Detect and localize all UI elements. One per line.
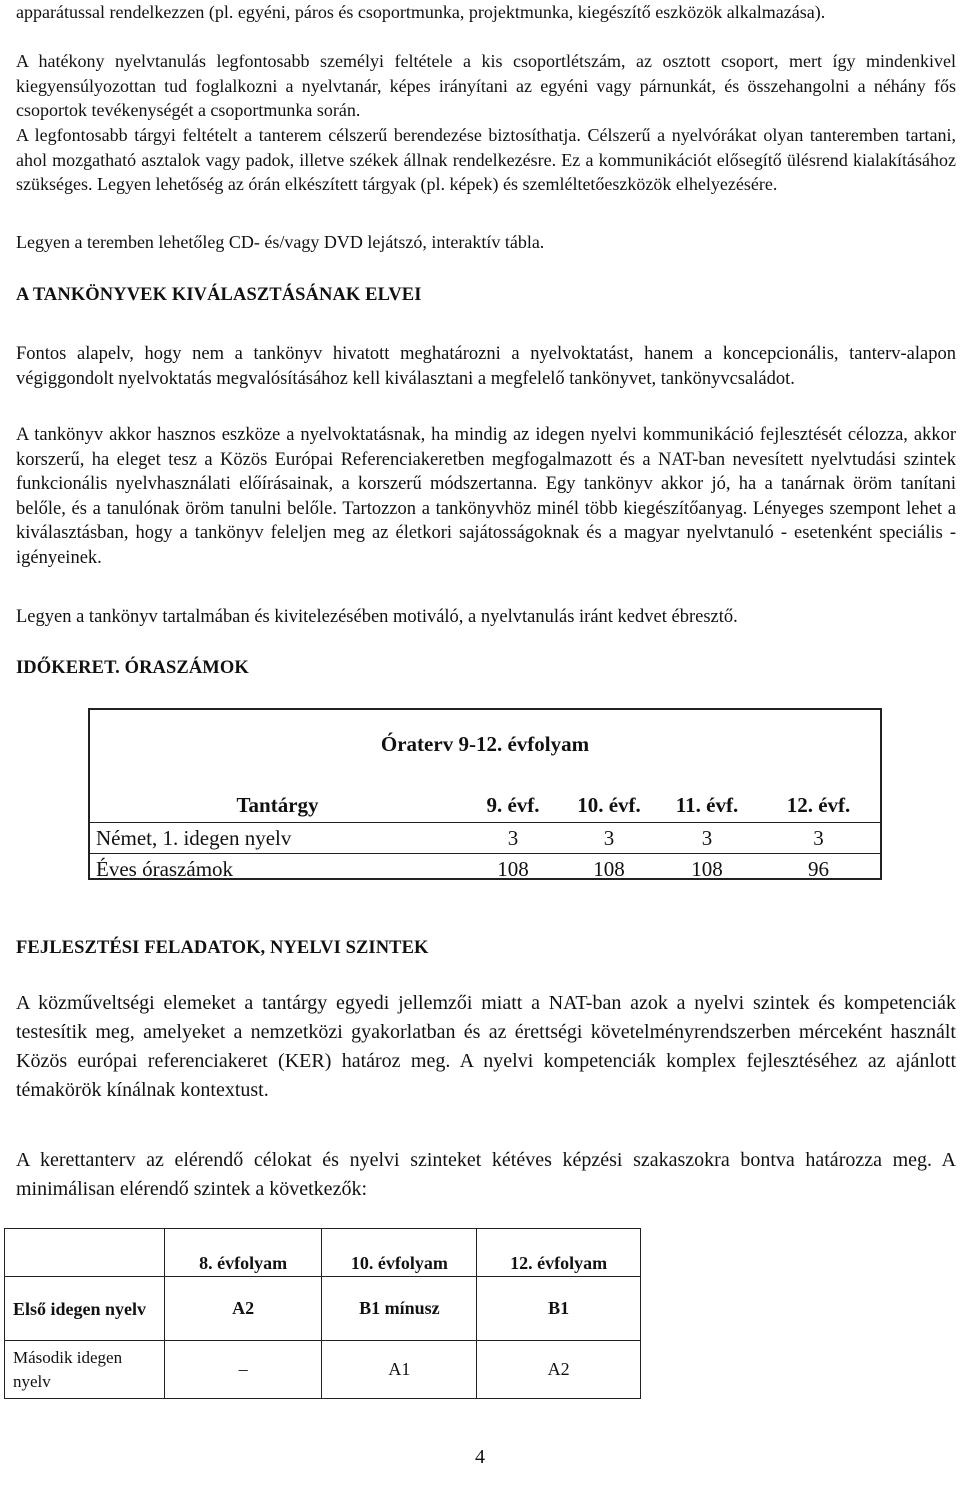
paragraph-textbook-motivation: Legyen a tankönyv tartalmában és kivitelezésében motiváló, a nyelvtanulás iránt kedvet ébresztő.	[16, 607, 738, 627]
ker-col-header: 12. évfolyam	[477, 1229, 641, 1277]
ker-row-label: Első idegen nyelv	[5, 1277, 165, 1341]
oraterv-table-box	[88, 708, 882, 880]
oraterv-cell: 108	[465, 854, 561, 885]
oraterv-row-label: Éves óraszámok	[90, 854, 465, 885]
oraterv-cell: 108	[657, 854, 757, 885]
ker-header-row	[5, 1229, 641, 1277]
oraterv-row-annual	[90, 854, 880, 885]
ker-cell: B1	[477, 1277, 641, 1341]
oraterv-row-label: Német, 1. idegen nyelv	[90, 823, 465, 854]
paragraph-intro: apparátussal rendelkezzen (pl. egyéni, páros és csoportmunka, projektmunka, kiegészítő eszközök alkalmazása).	[16, 2, 826, 22]
ker-cell: B1 mínusz	[322, 1277, 477, 1341]
oraterv-cell: 3	[757, 823, 880, 854]
oraterv-cell: 3	[465, 823, 561, 854]
ker-cell: A2	[477, 1341, 641, 1399]
oraterv-cell: 3	[657, 823, 757, 854]
heading-development-tasks: FEJLESZTÉSI FELADATOK, NYELVI SZINTEK	[16, 938, 429, 958]
oraterv-header-row	[90, 788, 880, 823]
ker-corner-cell	[5, 1229, 165, 1277]
oraterv-title: Óraterv 9-12. évfolyam	[380, 732, 590, 756]
heading-timeframe: IDŐKERET. ÓRASZÁMOK	[16, 658, 249, 678]
ker-col-header: 8. évfolyam	[164, 1229, 322, 1277]
ker-row-first-language	[5, 1277, 641, 1341]
oraterv-col-header: 9. évf.	[486, 792, 540, 817]
oraterv-subject-header: Tantárgy	[236, 792, 319, 817]
oraterv-table	[90, 788, 880, 884]
ker-cell: –	[164, 1341, 322, 1399]
ker-col-header: 10. évfolyam	[322, 1229, 477, 1277]
heading-textbook-selection: A TANKÖNYVEK KIVÁLASZTÁSÁNAK ELVEI	[16, 285, 422, 305]
oraterv-col-header: 12. évf.	[786, 792, 851, 817]
paragraph-classroom: A legfontosabb tárgyi feltételt a tanterem célszerű berendezése biztosíthatja. Célszerű a nyelvórákat olyan tanteremben tartani, ahol mozgatható asztalok vagy padok, illetve székek állnak rendelkezésre. Ez a kommunikációt elősegítő ülésrend kialakításához szükséges. Legyen lehetőség az órán elkészített tárgyak (pl. képek) és szemléltetőeszközök elhelyezésére.	[16, 125, 956, 195]
ker-row-second-language	[5, 1341, 641, 1399]
ker-row-label: Második idegen nyelv	[5, 1341, 165, 1399]
paragraph-staffing: A hatékony nyelvtanulás legfontosabb személyi feltétele a kis csoportlétszám, az osztott csoport, mert így mindenkivel kiegyensúlyozottan tud foglalkozni a nyelvtanár, képes irányítani az egyéni vagy párnunkát, és összehangolni a néhány fős csoportok tevékenységét a csoportmunka során.	[16, 51, 956, 121]
ker-levels-table	[4, 1228, 641, 1399]
oraterv-cell: 108	[561, 854, 657, 885]
oraterv-row-weekly	[90, 823, 880, 854]
ker-cell: A2	[164, 1277, 322, 1341]
oraterv-col-header: 10. évf.	[577, 792, 641, 817]
ker-cell: A1	[322, 1341, 477, 1399]
paragraph-competencies: A közműveltségi elemeket a tantárgy egyedi jellemzői miatt a NAT-ban azok a nyelvi szintek és kompetenciák testesítik meg, amelyeket a nemzetközi gyakorlatban és az érettségi követelményrendszerben mérceként használt Közös európai referenciakeret (KER) határoz meg. A nyelvi kompetenciák komplex fejlesztéséhez az ajánlott témakörök kínálnak kontextust.	[16, 992, 956, 1101]
page-number: 4	[475, 1446, 485, 1468]
oraterv-col-header: 11. évf.	[675, 792, 739, 817]
paragraph-levels: A kerettanterv az elérendő célokat és nyelvi szinteket kétéves képzési szakaszokra bontva határozza meg. A minimálisan elérendő szintek a következők:	[16, 1149, 956, 1200]
paragraph-textbook-principle: Fontos alapelv, hogy nem a tankönyv hivatott meghatározni a nyelvoktatást, hanem a koncepcionális, tanterv-alapon végiggondolt nyelvoktatás megvalósításához kell kiválasztani a megfelelő tankönyvet, tankönyvcsaládot.	[16, 344, 956, 389]
paragraph-textbook-usefulness: A tankönyv akkor hasznos eszköze a nyelvoktatásnak, ha mindig az idegen nyelvi kommunikáció fejlesztését célozza, akkor korszerű, ha eleget tesz a Közös Európai Referenciakeretben megfogalmazott és a NAT-ban nevesített nyelvtudási szintek funkcionális nyelvhasználati előírásainak, a korszerű módszertanna. Egy tankönyv akkor jó, ha a tanárnak öröm tanítani belőle, és a tanulónak öröm tanulni belőle. Tartozzon a tankönyvhöz minél több kiegészítőanyag. Lényeges szempont lehet a kiválasztásban, hogy a tankönyv feleljen meg az életkori sajátosságoknak és a magyar nyelvtanuló - esetenként speciális - igényeinek.	[16, 425, 956, 568]
oraterv-cell: 96	[757, 854, 880, 885]
oraterv-cell: 3	[561, 823, 657, 854]
paragraph-equipment: Legyen a teremben lehetőleg CD- és/vagy DVD lejátszó, interaktív tábla.	[16, 232, 545, 252]
